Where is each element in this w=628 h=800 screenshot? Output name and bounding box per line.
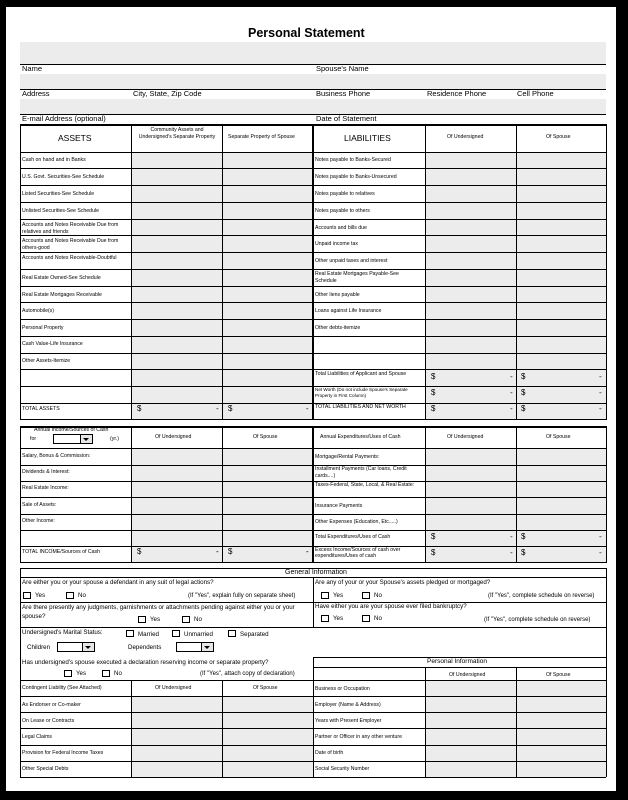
- contingent-heading: Contingent Liability (See Attached): [22, 685, 102, 691]
- column-line: [131, 680, 132, 777]
- contingent-row-label: Legal Claims: [22, 734, 52, 740]
- table-row-line: [20, 761, 313, 762]
- separated-checkbox[interactable]: [228, 630, 236, 637]
- unmarried-checkbox[interactable]: [172, 630, 180, 637]
- total-liabilities-undersigned-dash: -: [510, 372, 513, 381]
- column-line: [131, 426, 132, 563]
- personal-col-undersigned: Of Undersigned: [449, 672, 486, 678]
- assets-row-label: Other Assets-Itemize: [22, 358, 71, 364]
- q5-yes-label: Yes: [76, 670, 87, 677]
- expend-total-undersigned-currency: $: [431, 532, 436, 541]
- address-label: Address: [22, 89, 50, 98]
- total-liab-net-undersigned-dash: -: [510, 404, 513, 413]
- question-1: Are either you or your spouse a defendant in any suit of legal actions?: [22, 579, 214, 586]
- assets-col-spouse: Separate Property of Spouse: [228, 134, 295, 140]
- column-line: [606, 426, 607, 563]
- total-liab-net-spouse-dash: -: [599, 404, 602, 413]
- q4-no-checkbox[interactable]: [362, 615, 370, 622]
- children-label: Children: [27, 644, 51, 651]
- dependents-dropdown[interactable]: [176, 642, 214, 652]
- dependents-label: Dependents: [128, 644, 162, 651]
- table-row-line: [313, 680, 606, 681]
- residence-phone-label: Residence Phone: [427, 89, 487, 98]
- total-liab-net-spouse-currency: $: [521, 404, 526, 413]
- total-liab-net-label: TOTAL LIABILITIES AND NET WORTH: [315, 404, 406, 410]
- rule-line: [20, 602, 606, 603]
- chevron-down-icon[interactable]: [80, 435, 92, 443]
- expend-row-label: Mortgage/Rental Payments:: [315, 454, 380, 460]
- q2-no-checkbox[interactable]: [362, 592, 370, 599]
- q4-yes-checkbox[interactable]: [321, 615, 329, 622]
- column-line: [313, 124, 314, 420]
- q5-yes-checkbox[interactable]: [64, 670, 72, 677]
- assets-row-label: U.S. Govt. Securities-See Schedule: [22, 174, 105, 180]
- table-row-line: [20, 777, 313, 778]
- net-worth-undersigned-currency: $: [431, 388, 436, 397]
- spouse-name-label: Spouse's Name: [316, 64, 369, 73]
- liabilities-row-label: Notes payable to others: [315, 208, 370, 214]
- q3-yes-checkbox[interactable]: [138, 616, 146, 623]
- personal-row-label: Partner or Officer in any other venture: [315, 734, 402, 740]
- q2-yes-label: Yes: [333, 592, 344, 599]
- contingent-spouse-column[interactable]: [223, 696, 313, 777]
- column-line: [20, 426, 21, 563]
- total-liabilities-label: Total Liabilities of Applicant and Spouse: [315, 371, 407, 377]
- married-checkbox[interactable]: [126, 630, 134, 637]
- table-row-line: [313, 696, 606, 697]
- liabilities-row-label: Real Estate Mortgages Payable-See Schedule: [315, 271, 399, 284]
- liabilities-row-label: Notes payable to Banks-Secured: [315, 157, 391, 163]
- q1-yes-label: Yes: [35, 592, 46, 599]
- expend-total-spouse-dash: -: [599, 532, 602, 541]
- personal-row-label: Business or Occupation: [315, 686, 370, 692]
- table-row-line: [313, 745, 606, 746]
- q2-no-label: No: [374, 592, 382, 599]
- liabilities-row-label: Other liens payable: [315, 292, 360, 298]
- income-total-label: TOTAL INCOME/Sources of Cash: [22, 549, 101, 555]
- excess-undersigned-dash: -: [510, 548, 513, 557]
- liabilities-row-label: Other debts-itemize: [315, 325, 361, 331]
- income-total-spouse-dash: -: [306, 547, 309, 556]
- liabilities-col-undersigned: Of Undersigned: [447, 134, 484, 140]
- column-line: [222, 426, 223, 563]
- column-line: [425, 124, 426, 420]
- assets-row-label: Cash on hand and in Banks: [22, 157, 86, 163]
- marital-status-label: Undersigned's Marital Status:: [22, 629, 103, 636]
- income-row-label: Dividends & Interest:: [22, 469, 70, 475]
- excess-spouse-dash: -: [599, 548, 602, 557]
- net-worth-undersigned-dash: -: [510, 388, 513, 397]
- expend-row-label: Insurance Payments: [315, 503, 363, 509]
- table-row-line: [313, 777, 606, 778]
- name-label: Name: [22, 64, 43, 73]
- income-heading: Annual Income/Sources of Cash: [34, 427, 109, 433]
- expend-col-spouse: Of Spouse: [546, 434, 571, 440]
- column-line: [312, 124, 313, 420]
- form-page: [6, 7, 616, 791]
- expend-total-label: Total Expenditures/Uses of Cash: [315, 534, 391, 540]
- total-liab-net-undersigned-currency: $: [431, 404, 436, 413]
- expend-total-undersigned-dash: -: [510, 532, 513, 541]
- q2-yes-checkbox[interactable]: [321, 592, 329, 599]
- table-row-line: [20, 728, 313, 729]
- assets-total-spouse-currency: $: [228, 404, 233, 413]
- table-row-line: [20, 680, 313, 681]
- income-total-undersigned-currency: $: [137, 547, 142, 556]
- column-line: [606, 568, 607, 777]
- expend-row-label: Taxes-Federal, State, Local, & Real Estate:: [315, 482, 415, 488]
- name-input[interactable]: [20, 42, 606, 64]
- income-total-spouse-currency: $: [228, 547, 233, 556]
- income-total-undersigned-dash: -: [216, 547, 219, 556]
- chevron-down-icon[interactable]: [82, 643, 94, 651]
- q1-note: (If "Yes", explain fully on separate sheet): [188, 593, 296, 599]
- assets-row-label: Listed Securities-See Schedule: [22, 191, 95, 197]
- separated-label: Separated: [240, 631, 269, 638]
- liabilities-row-label: Notes payable to Banks-Unsecured: [315, 174, 397, 180]
- assets-total-community-currency: $: [137, 404, 142, 413]
- email-input[interactable]: [20, 99, 606, 114]
- personal-col-spouse: Of Spouse: [546, 672, 571, 678]
- date-label: Date of Statement: [316, 114, 377, 123]
- personal-row-label: Employer (Name & Address): [315, 702, 381, 708]
- expend-row-label: Other Expenses (Education, Etc.....): [315, 519, 398, 525]
- column-line: [313, 426, 314, 563]
- expend-row-label: Installment Payments (Car loans, Credit cards....): [315, 466, 407, 479]
- contingent-col-undersigned: Of Undersigned: [155, 685, 192, 691]
- q3-no-checkbox[interactable]: [182, 616, 190, 623]
- column-line: [312, 426, 313, 563]
- married-label: Married: [138, 631, 159, 638]
- assets-col-community: Community Assets and Undersigned's Separate Property: [138, 127, 216, 140]
- excess-spouse-currency: $: [521, 548, 526, 557]
- rule-line: [20, 64, 606, 65]
- assets-heading: ASSETS: [58, 133, 92, 143]
- liabilities-row-label: Unpaid income tax: [315, 241, 358, 247]
- q2-note: (If "Yes", complete schedule on reverse): [488, 593, 595, 599]
- expend-col-undersigned: Of Undersigned: [447, 434, 484, 440]
- q3-yes-label: Yes: [150, 616, 161, 623]
- net-worth-spouse-currency: $: [521, 388, 526, 397]
- liabilities-col-spouse: Of Spouse: [546, 134, 571, 140]
- table-row-line: [313, 728, 606, 729]
- column-line: [425, 667, 426, 777]
- rule-line: [20, 627, 606, 628]
- income-year-dropdown[interactable]: [53, 434, 93, 444]
- column-line: [131, 124, 132, 420]
- column-line: [516, 667, 517, 777]
- column-line: [516, 124, 517, 420]
- assets-row-label: Accounts and Notes Receivable Due from relatives and friends: [22, 222, 119, 235]
- q4-no-label: No: [374, 615, 382, 622]
- liabilities-heading: LIABILITIES: [344, 133, 391, 143]
- q1-no-checkbox[interactable]: [66, 592, 74, 599]
- table-row-line: [313, 712, 606, 713]
- income-for-label: for: [30, 436, 37, 442]
- page-title: Personal Statement: [248, 26, 365, 40]
- contingent-undersigned-column[interactable]: [132, 696, 222, 777]
- assets-total-label: TOTAL ASSETS: [22, 406, 60, 412]
- excess-undersigned-currency: $: [431, 548, 436, 557]
- q1-yes-checkbox[interactable]: [23, 592, 31, 599]
- contingent-row-label: As Endorser or Co-maker: [22, 702, 81, 708]
- income-row-label: Sale of Assets:: [22, 502, 57, 508]
- q5-note: (If "Yes", attach copy of declaration): [200, 671, 295, 677]
- question-3: Are there presently any judgments, garnishments or attachments pending against either you or your spouse?: [22, 604, 295, 620]
- assets-row-label: Real Estate Owned-See Schedule: [22, 275, 101, 281]
- contingent-row-label: Provision for Federal Income Taxes: [22, 750, 104, 756]
- total-liabilities-undersigned-currency: $: [431, 372, 436, 381]
- business-phone-label: Business Phone: [316, 89, 371, 98]
- question-5: Has undersigned's spouse executed a declaration reserving income or separate property?: [22, 659, 269, 666]
- contingent-row-label: Other Special Debts: [22, 766, 69, 772]
- q4-note: (If "Yes", complete schedule on reverse): [484, 617, 591, 623]
- income-row-label: Other Income:: [22, 518, 55, 524]
- question-4: Have either you are your spouse ever filed bankruptcy?: [315, 603, 467, 610]
- assets-row-label: Real Estate Mortgages Receivable: [22, 292, 102, 298]
- contingent-row-label: On Lease or Contracts: [22, 718, 75, 724]
- table-row-line: [313, 761, 606, 762]
- liabilities-row-label: Notes payable to relatives: [315, 191, 375, 197]
- income-col-undersigned: Of Undersigned: [155, 434, 192, 440]
- personal-row-label: Years with Present Employer: [315, 718, 382, 724]
- income-row-label: Salary, Bonus & Commission:: [22, 453, 91, 459]
- total-liabilities-spouse-currency: $: [521, 372, 526, 381]
- assets-total-spouse-dash: -: [306, 404, 309, 413]
- q1-no-label: No: [78, 592, 86, 599]
- address-input[interactable]: [20, 74, 606, 89]
- table-row-line: [313, 667, 606, 668]
- personal-row-label: Social Security Number: [315, 766, 370, 772]
- assets-row-label: Unlisted Securities-See Schedule: [22, 208, 99, 214]
- column-line: [425, 426, 426, 563]
- income-row-label: Real Estate Income:: [22, 485, 69, 491]
- column-line: [222, 680, 223, 777]
- q3-no-label: No: [194, 616, 202, 623]
- income-col-spouse: Of Spouse: [253, 434, 278, 440]
- column-line: [313, 657, 314, 777]
- liabilities-row-label: Loans against Life Insurance: [315, 308, 382, 314]
- question-2: Are any of your or your Spouse's assets pledged or mortgaged?: [315, 579, 491, 586]
- net-worth-spouse-dash: -: [599, 388, 602, 397]
- personal-row-label: Date of birth: [315, 750, 344, 756]
- expend-total-spouse-currency: $: [521, 532, 526, 541]
- table-row-line: [20, 696, 313, 697]
- q5-no-label: No: [114, 670, 122, 677]
- assets-row-label: Personal Property: [22, 325, 64, 331]
- table-row-line: [20, 745, 313, 746]
- column-line: [20, 124, 21, 420]
- assets-row-label: Automobile(s): [22, 308, 55, 314]
- general-info-heading: General Information: [285, 569, 347, 576]
- rule-line: [20, 114, 606, 115]
- excess-label: Excess Income/Sources of cash over expenditures/Uses of cash: [315, 547, 401, 560]
- assets-row-label: Accounts and Notes Receivable-Doubtful: [22, 255, 117, 261]
- total-liabilities-spouse-dash: -: [599, 372, 602, 381]
- q5-no-checkbox[interactable]: [102, 670, 110, 677]
- cell-phone-label: Cell Phone: [517, 89, 554, 98]
- assets-total-community-dash: -: [216, 404, 219, 413]
- children-dropdown[interactable]: [57, 642, 95, 652]
- unmarried-label: Unmarried: [184, 631, 213, 638]
- personal-info-heading: Personal Information: [427, 658, 487, 665]
- expenditures-heading: Annual Expenditures/Uses of Cash: [320, 434, 401, 440]
- income-yr-label: (yr.): [110, 436, 119, 442]
- liabilities-row-label: Other unpaid taxes and interest: [315, 258, 388, 264]
- liabilities-row-label: Accounts and bills due: [315, 225, 367, 231]
- column-line: [222, 124, 223, 420]
- assets-row-label: Accounts and Notes Receivable Due from others-good: [22, 238, 119, 251]
- column-line: [516, 426, 517, 563]
- city-state-zip-label: City, State, Zip Code: [133, 89, 202, 98]
- table-row-line: [20, 712, 313, 713]
- net-worth-label: Net Worth (Do not include Spouse's Separate Property in First Column): [315, 387, 408, 398]
- q4-yes-label: Yes: [333, 615, 344, 622]
- assets-row-label: Cash Value-Life Insurance: [22, 341, 83, 347]
- chevron-down-icon[interactable]: [201, 643, 213, 651]
- contingent-col-spouse: Of Spouse: [253, 685, 278, 691]
- email-label: E-mail Address (optional): [22, 114, 106, 123]
- column-line: [606, 124, 607, 420]
